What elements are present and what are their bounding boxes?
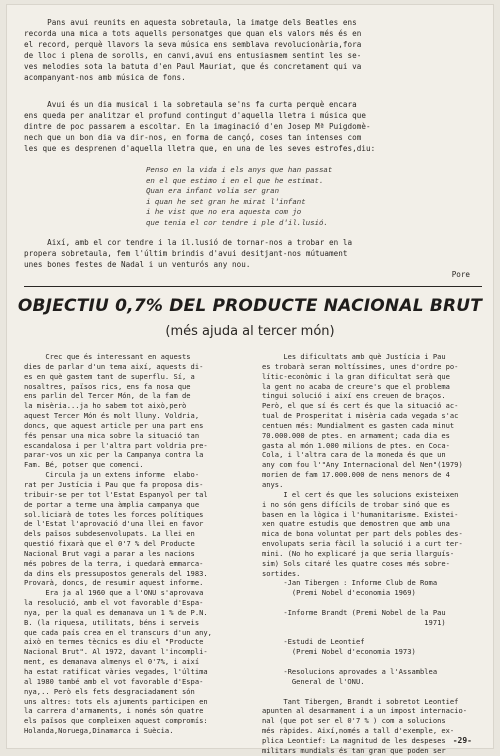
magazine-page xyxy=(6,4,494,755)
intro-paragraph-2: Avui és un dia musical i la sobretaula se'ns fa curta perquè encara ens queda per analitzar el profund contingut d'aquella lletra i música que dintre de poc passarem a escoltar. En la imaginació d'en Josep Mª Puigdomè- nech que un bon dia va dir-nos, en forma de cançó, coses tan intenses com les que es desprenen d'aquella lletra que, en una de les seves estrofes,diu: xyxy=(24,100,376,153)
article-title: OBJECTIU 0,7% DEL PRODUCTE NACIONAL BRUT xyxy=(17,296,483,316)
page-number: -29- xyxy=(452,736,472,745)
section-divider xyxy=(24,286,482,287)
intro-paragraph-1: Pans avui reunits en aquesta sobretaula, la imatge dels Beatles ens recorda una mica a tots aquells personatges que quan els valors més és en el record, perquè llavors la seva música ens semblava revolucionària,fora de lloc i plena de sorolls, en canvi,avui ens entusiasmem sentint les se- ves melodies sota la batuta d'en Paul Mauriat, que és concretament qui va acompanyant-nos amb música de fons. xyxy=(24,18,362,82)
article-left-column: Crec que és interessant en aquests dies de parlar d'un tema així, aquests di- es en què gastem tant de superflu. Sí, a nosaltres, països rics, ens fa nosa que ens parlin del Tercer Món, de la fam de la misèria...ja ho sabem tot això,però aquest Tercer Món és molt lluny. Voldria, doncs, que aquest article per una part ens fés pensar una mica sobre la situació tan escandalosa i per l'altra part voldria pre- parar-vos un xic per la Campanya contra la Fam. Bé, potser que comenci. Circula ja un extens informe elabo- rat per Justícia i Pau que fa proposa dis- tribuir-se per tot l'Estat Espanyol per tal de portar a terme una àmplia campanya que sol.liciarà de totes les forces polítiques de l'Estat l'aprovació d'una llei en favor dels països subdesenvolupats. La llei en questió fixarà que el 0'7 % del Producte Nacional Brut vagi a parar a les nacions més pobres de la terra, i quedarà emmarca- da dins els pressupostos generals del 1983. Provarà, doncs, de resumir aquest informe. Era ja al 1960 que a l'ONU s'aprovava la resolució, amb el vot favorable d'Espa- nya, per la qual es demanava un 1 % de P.N. B. (la riquesa, utilitats, béns i serveis que cada país crea en el transcurs d'un any, això en termes tècnics es diu el "Producte Nacional Brut". Al 1972, davant l'incompli- ment, es demanava almenys el 0'7%, i així ha estat ratificat vàries vegades, l'última al 1980 també amb el vot favorable d'Espa- nya,.. Però els fets desgraciadament són uns altres: tots els ajuments participen en la carrera d'armaments, i només són quatre els països que compleixen aquest compromís: Holanda,Noruega,Dinamarca i Suècia. xyxy=(24,352,212,736)
signature: Pore xyxy=(451,270,470,279)
article-right-column: Les dificultats amb què Justícia i Pau es trobarà seran moltíssimes, unes d'ordre po- lític-econòmic i la gran dificultat serà que la gent no acaba de creure's que el problema tingui solució i així ens creuen de braços. Però, el que sí és cert és que la situació ac- tual de Prosperitat i misèria cada vegada s'ac centuen més: Mundialment es gasten cada minut 70.000.000 de ptes. en armament; cada dia es gasta al món 1.000 milions de ptes. en Coca- Cola, i l'altra cara de la moneda és que un any com fou l'"Any Internacional del Nen"(1979) morien de fam 17.000.000 de nens menors de 4 anys. I el cert és que les solucions existeixen i no són gens difícils de trobar sinó que es basen en la lògica i l'humanitarisme. Existei- xen quatre estudis que demostren que amb una mica de bona voluntat per part dels pobles des- envolupats seria fàcil la solució i a curt ter- mini. (No ho explicaré ja que seria llarguís- sim) Sols citaré les quatre coses més sobre- sortides. -Jan Tibergen : Informe Club de Roma (Premi Nobel d'economia 1969) -Informe Brandt (Premi Nobel de la Pau 1971) -Estudi de Leontief (Premi Nobel d'economia 1973) -Resolucions aprovades a l'Assamblea General de l'ONU. Tant Tibergen, Brandt i sobretot Leontief apunten al desarmament i a un impost internacio- nal (que pot ser el 0'7 % ) com a solucions més ràpides. Així,només a tall d'exemple, ex- plica Leontief: La magnitud de les despeses militars mundials és tan gran que poden ser xyxy=(262,352,467,755)
intro-paragraph-3: Així, amb el cor tendre i la il.lusió de tornar-nos a trobar en la propera sobretaula, fem l'últim brindis d'avui desitjant-nos mútuament unes bones festes de Nadal i un venturós any nou. xyxy=(24,238,353,269)
article-subtitle: (més ajuda al tercer món) xyxy=(165,324,335,339)
song-verse: Penso en la vida i els anys que han passat en el que estimo i en el que he estimat. Quan era infant volia ser gran i quan he set gran he mirat l'infant i he vist que no era aquesta com jo que tenia el cor tendre i ple d'il.lusió. xyxy=(146,167,333,228)
